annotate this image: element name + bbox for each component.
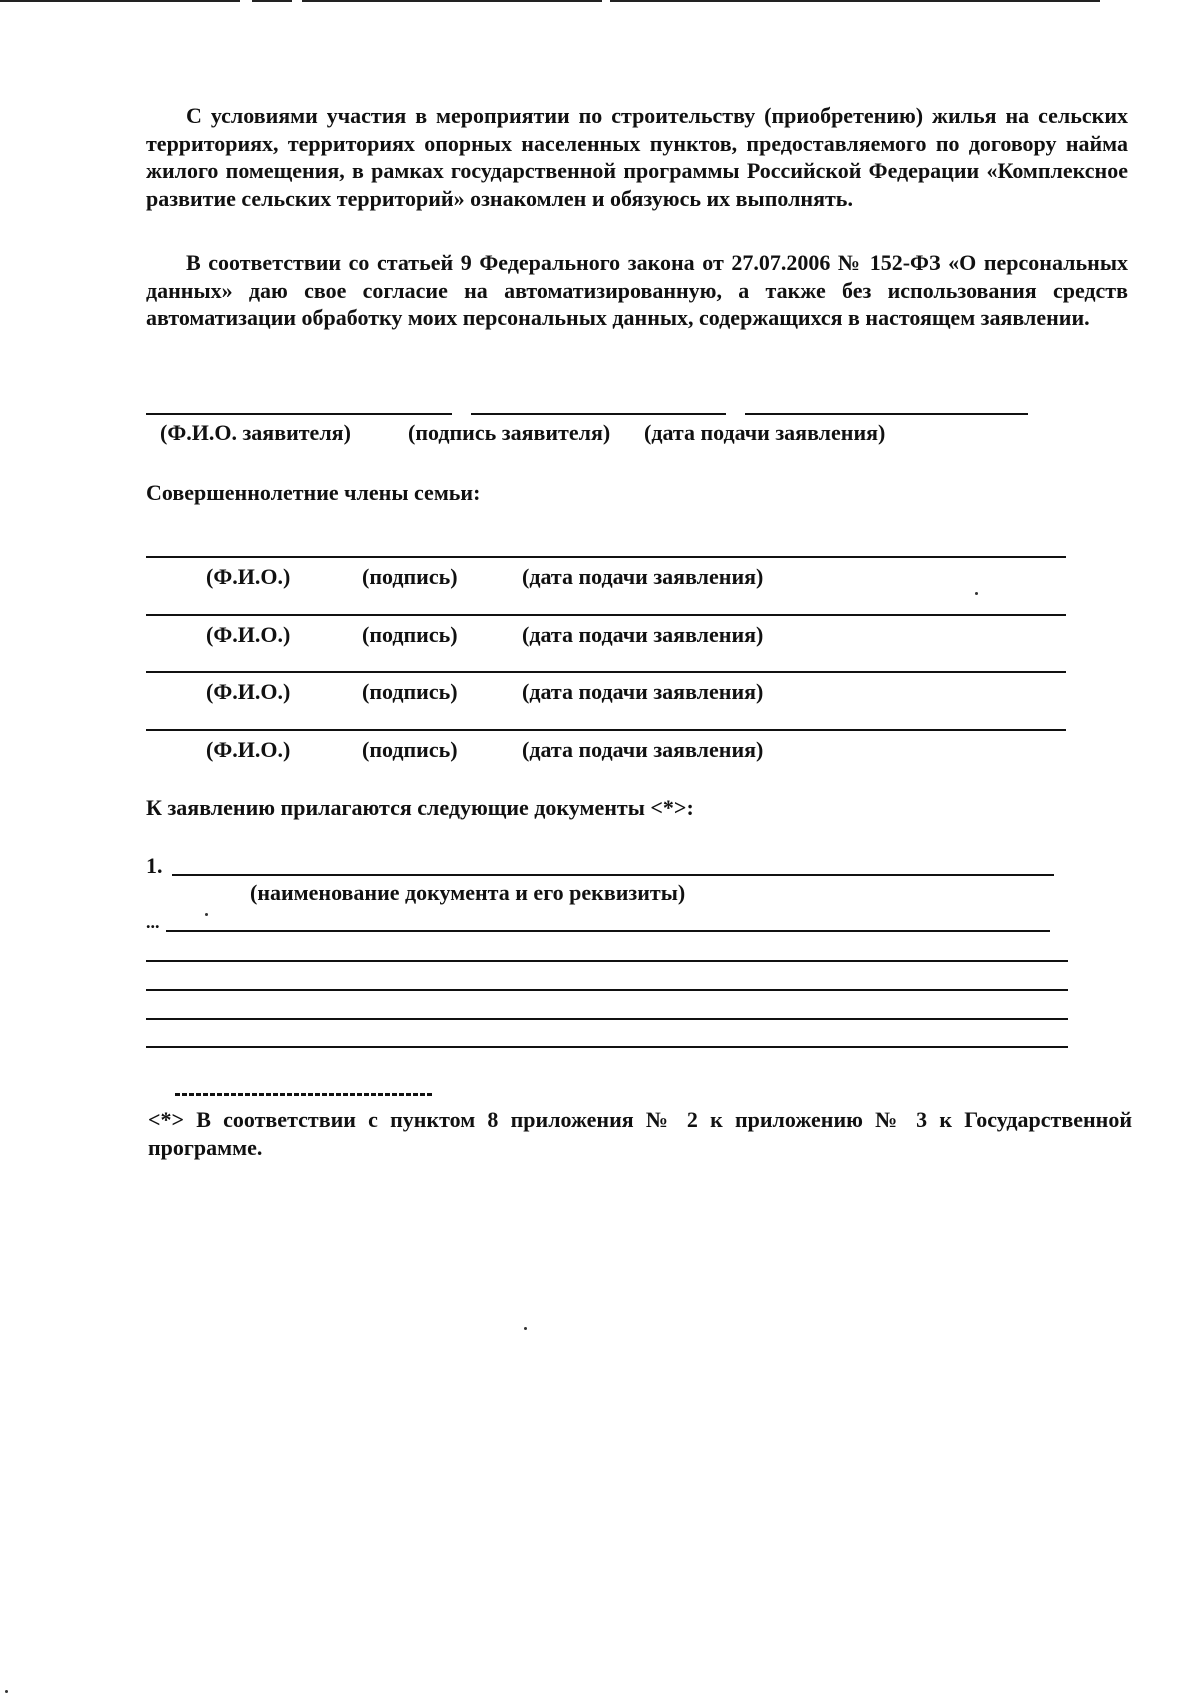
footnote — [148, 1106, 1132, 1161]
scan-speck — [524, 1327, 527, 1330]
family-member-row[interactable] — [146, 729, 1066, 785]
applicant-date-line[interactable] — [745, 413, 1028, 415]
document-extra-line[interactable] — [146, 989, 1068, 991]
member-date-caption: (дата подачи заявления) — [522, 679, 764, 704]
personal-data-consent-paragraph — [146, 249, 1128, 332]
member-date-caption: (дата подачи заявления) — [522, 622, 764, 647]
family-member-line[interactable] — [146, 729, 1066, 731]
consent-conditions-paragraph — [146, 102, 1128, 212]
member-date-caption: (дата подачи заявления) — [522, 737, 764, 762]
applicant-fio-line[interactable] — [146, 413, 452, 415]
member-fio-caption: (Ф.И.О.) — [206, 737, 291, 762]
document-item-caption: (наименование документа и его реквизиты) — [250, 880, 686, 905]
applicant-signature-line[interactable] — [471, 413, 726, 415]
document-extra-line[interactable] — [146, 1046, 1068, 1048]
member-signature-caption: (подпись) — [362, 564, 458, 589]
scan-speck — [205, 913, 208, 916]
family-member-row[interactable] — [146, 671, 1066, 727]
member-signature-caption: (подпись) — [362, 622, 458, 647]
applicant-signature-caption: (подпись заявителя) — [408, 420, 611, 445]
scan-speck — [5, 1690, 8, 1693]
document-item-line[interactable] — [172, 874, 1054, 876]
member-fio-caption: (Ф.И.О.) — [206, 564, 291, 589]
personal-data-text: В соответствии со статьей 9 Федерального закона от 27.07.2006 № 152-ФЗ «О персональных данных» даю свое согласие на автоматизированную, а также без использования средств автоматизации обработку моих персональных данных, содержащихся в настоящем заявлении. — [146, 250, 1128, 330]
document-ellipsis: ... — [146, 912, 160, 932]
family-member-row[interactable] — [146, 556, 1066, 612]
scan-speck — [975, 592, 978, 595]
document-extra-line[interactable] — [166, 930, 1050, 932]
member-signature-caption: (подпись) — [362, 737, 458, 762]
document-extra-line[interactable] — [146, 1018, 1068, 1020]
scan-top-border — [0, 0, 1100, 3]
family-member-row[interactable] — [146, 614, 1066, 670]
applicant-date-caption: (дата подачи заявления) — [644, 420, 886, 445]
family-member-line[interactable] — [146, 671, 1066, 673]
family-members-heading: Совершеннолетние члены семьи: — [146, 480, 481, 505]
family-member-line[interactable] — [146, 556, 1066, 558]
document-extra-line[interactable] — [146, 960, 1068, 962]
conditions-text: С условиями участия в мероприятии по строительству (приобретению) жилья на сельских территориях, территориях опорных населенных пунктов, предоставляемого по договору найма жилого помещения, в рамках государственной программы Российской Федерации «Комплексное развитие сельских территорий» ознакомлен и обязуюсь их выполнять. — [146, 103, 1128, 211]
member-signature-caption: (подпись) — [362, 679, 458, 704]
member-date-caption: (дата подачи заявления) — [522, 564, 764, 589]
family-member-line[interactable] — [146, 614, 1066, 616]
footnote-separator — [175, 1093, 433, 1096]
member-fio-caption: (Ф.И.О.) — [206, 679, 291, 704]
footnote-text: <*> В соответствии с пунктом 8 приложения № 2 к приложению № 3 к Государственной программе. — [148, 1107, 1132, 1160]
applicant-fio-caption: (Ф.И.О. заявителя) — [160, 420, 351, 445]
attached-documents-heading: К заявлению прилагаются следующие документы <*>: — [146, 795, 694, 820]
document-item-number: 1. — [146, 853, 163, 878]
member-fio-caption: (Ф.И.О.) — [206, 622, 291, 647]
